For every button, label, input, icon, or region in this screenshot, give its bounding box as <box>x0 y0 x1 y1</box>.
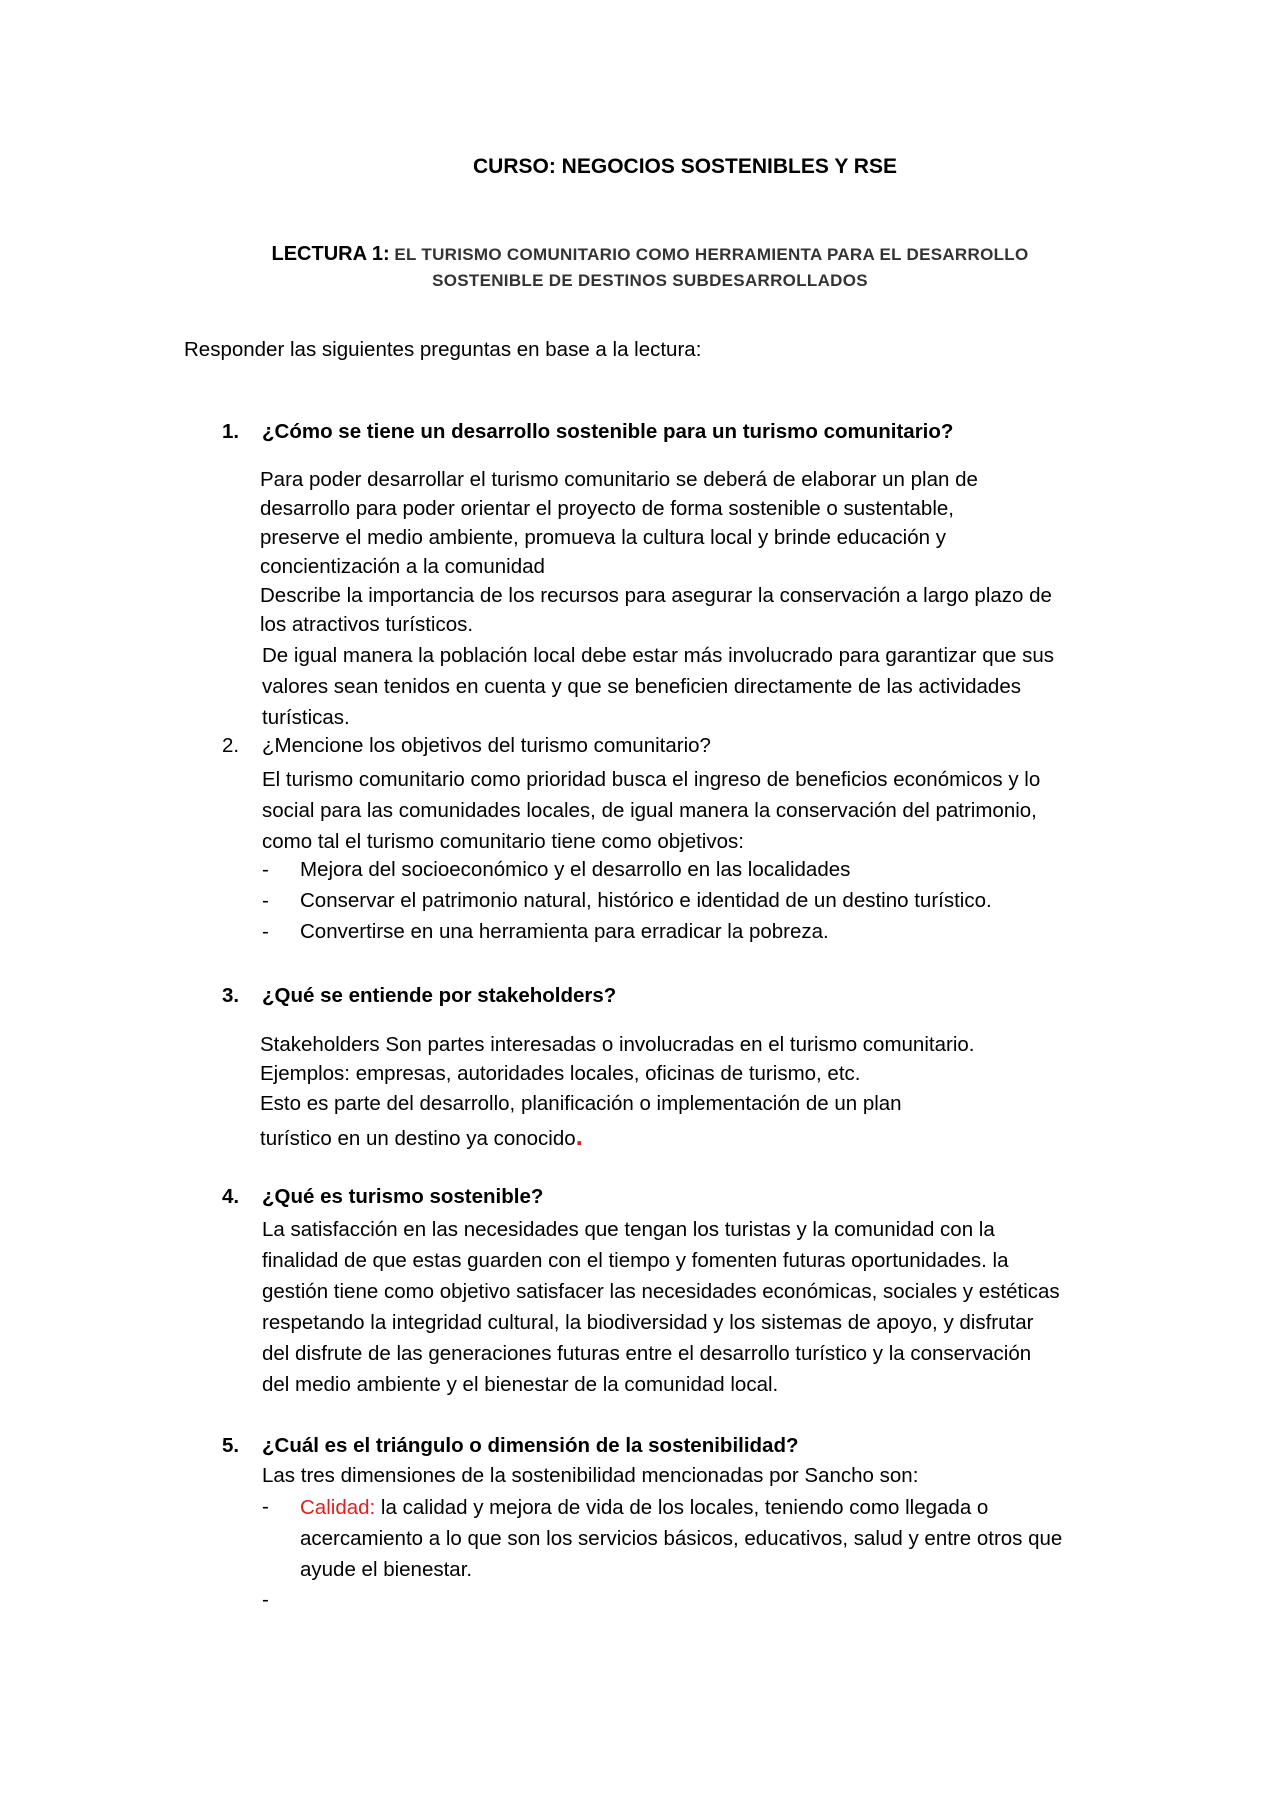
q4-number: 4. <box>222 1185 240 1208</box>
calidad-label: Calidad: <box>300 1496 376 1519</box>
q4-answer <box>262 1214 1060 1400</box>
q2-bullet-2: Conservar el patrimonio natural, histórico e identidad de un destino turístico. <box>300 889 992 912</box>
q2-answer <box>262 764 1040 857</box>
answer-line: del medio ambiente y el bienestar de la comunidad local. <box>262 1373 779 1396</box>
q3-question: ¿Qué se entiende por stakeholders? <box>262 984 617 1007</box>
q1-answer <box>260 465 1052 639</box>
empty-bullet-dash: - <box>262 1588 269 1611</box>
answer-line: los atractivos turísticos. <box>260 613 474 636</box>
bullet-dash: - <box>262 920 269 943</box>
answer-line: Ejemplos: empresas, autoridades locales, oficinas de turismo, etc. <box>260 1062 861 1085</box>
bullet-line <box>300 1492 1062 1523</box>
course-title: CURSO: NEGOCIOS SOSTENIBLES Y RSE <box>473 155 897 178</box>
lecture-title-line1: EL TURISMO COMUNITARIO COMO HERRAMIENTA PARA EL DESARROLLO <box>394 245 1029 264</box>
instructions: Responder las siguientes preguntas en base a la lectura: <box>184 338 702 361</box>
answer-line: La satisfacción en las necesidades que tengan los turistas y la comunidad con la <box>262 1218 995 1241</box>
q1-question: ¿Cómo se tiene un desarrollo sostenible para un turismo comunitario? <box>262 420 954 443</box>
answer-line: valores sean tenidos en cuenta y que se beneficien directamente de las actividades <box>262 675 1021 698</box>
answer-line: respetando la integridad cultural, la biodiversidad y los sistemas de apoyo, y disfrutar <box>262 1311 1034 1334</box>
q5-bullet-1 <box>300 1492 1062 1585</box>
answer-line: De igual manera la población local debe estar más involucrado para garantizar que sus <box>262 644 1054 667</box>
answer-line: Describe la importancia de los recursos para asegurar la conservación a largo plazo de <box>260 584 1052 607</box>
bullet-dash: - <box>262 1495 269 1518</box>
answer-line: desarrollo para poder orientar el proyecto de forma sostenible o sustentable, <box>260 497 954 520</box>
q1-number: 1. <box>222 420 240 443</box>
answer-line: Esto es parte del desarrollo, planificación o implementación de un plan <box>260 1092 902 1115</box>
lecture-title <box>200 241 1100 294</box>
bullet-line: acercamiento a lo que son los servicios básicos, educativos, salud y entre otros que <box>300 1527 1063 1550</box>
lecture-title-line2: SOSTENIBLE DE DESTINOS SUBDESARROLLADOS <box>432 271 868 290</box>
q5-question: ¿Cuál es el triángulo o dimensión de la sostenibilidad? <box>262 1434 799 1457</box>
q5-number: 5. <box>222 1434 240 1457</box>
answer-line: como tal el turismo comunitario tiene como objetivos: <box>262 830 744 853</box>
answer-line: turísticas. <box>262 706 350 729</box>
lecture-label: LECTURA 1: <box>271 243 390 265</box>
q2-bullet-3: Convertirse en una herramienta para erradicar la pobreza. <box>300 920 829 943</box>
answer-line-last <box>260 1120 974 1152</box>
answer-line: Stakeholders Son partes interesadas o involucradas en el turismo comunitario. <box>260 1033 975 1056</box>
answer-line: social para las comunidades locales, de igual manera la conservación del patrimonio, <box>262 799 1037 822</box>
answer-line: del disfrute de las generaciones futuras entre el desarrollo turístico y la conservación <box>262 1342 1032 1365</box>
answer-line: preserve el medio ambiente, promueva la cultura local y brinde educación y <box>260 526 946 549</box>
bullet-line: ayude el bienestar. <box>300 1558 473 1581</box>
q3-answer <box>260 1030 974 1152</box>
answer-text: turístico en un destino ya conocido <box>260 1127 576 1150</box>
bullet-text: la calidad y mejora de vida de los locales, teniendo como llegada o <box>375 1496 989 1519</box>
answer-line: finalidad de que estas guarden con el tiempo y fomenten futuras oportunidades. la <box>262 1249 1009 1272</box>
q2-question: ¿Mencione los objetivos del turismo comunitario? <box>262 734 711 757</box>
q2-bullet-1: Mejora del socioeconómico y el desarrollo en las localidades <box>300 858 851 881</box>
q2-number: 2. <box>222 734 240 757</box>
answer-line: gestión tiene como objetivo satisfacer las necesidades económicas, sociales y estéticas <box>262 1280 1060 1303</box>
q3-number: 3. <box>222 984 240 1007</box>
bullet-dash: - <box>262 889 269 912</box>
q4-question: ¿Qué es turismo sostenible? <box>262 1185 544 1208</box>
red-period-mark: . <box>575 1121 583 1151</box>
q1-answer-cont <box>262 640 1054 733</box>
answer-line: El turismo comunitario como prioridad busca el ingreso de beneficios económicos y lo <box>262 768 1041 791</box>
q5-intro: Las tres dimensiones de la sostenibilidad mencionadas por Sancho son: <box>262 1464 919 1487</box>
bullet-dash: - <box>262 858 269 881</box>
answer-line: Para poder desarrollar el turismo comunitario se deberá de elaborar un plan de <box>260 468 978 491</box>
answer-line: concientización a la comunidad <box>260 555 545 578</box>
